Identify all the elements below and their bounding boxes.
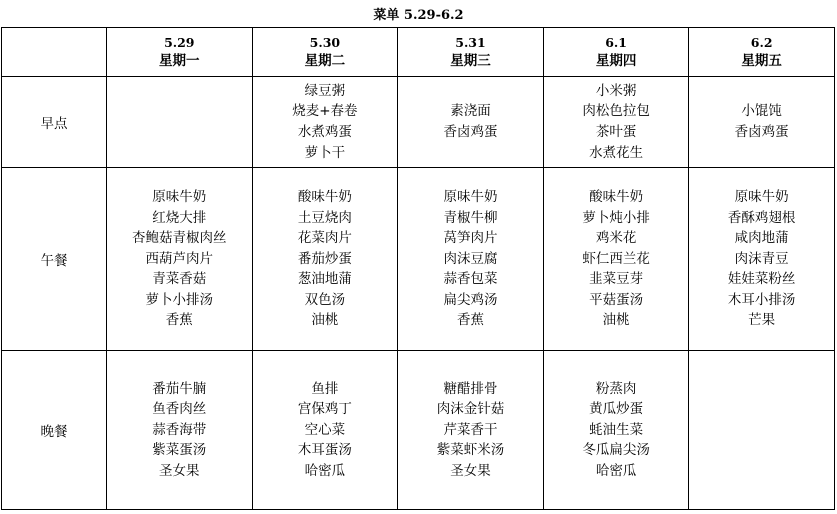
dish-cell <box>543 168 689 351</box>
dish-item: 茶叶蛋 <box>595 124 637 140</box>
day-weekday: 星期一 <box>159 52 200 69</box>
dish-item: 肉沫青豆 <box>734 250 789 267</box>
meal-label: 早点 <box>2 77 107 168</box>
day-weekday: 星期五 <box>741 52 782 69</box>
dish-item: 木耳小排汤 <box>727 291 796 308</box>
dish-item: 青椒牛柳 <box>443 209 498 226</box>
dish-cell <box>107 351 253 510</box>
dish-item: 萝卜干 <box>304 144 346 161</box>
dish-item: 蒜香包菜 <box>443 271 498 288</box>
dish-list <box>107 379 252 482</box>
dish-item: 虾仁西兰花 <box>582 250 650 267</box>
day-header-cell <box>689 28 835 77</box>
dish-item: 哈密瓜 <box>595 462 637 479</box>
dish-item: 娃娃菜粉丝 <box>727 271 796 288</box>
dish-list <box>398 101 543 142</box>
dish-item: 扁尖鸡汤 <box>443 291 498 308</box>
dish-item: 萝卜炖小排 <box>582 209 650 226</box>
dish-item: 紫菜蛋汤 <box>152 442 207 459</box>
dish-item: 香蕉 <box>165 312 193 329</box>
day-date: 5.31 <box>455 34 486 50</box>
dish-item: 哈密瓜 <box>304 462 346 479</box>
dish-item: 香卤鸡蛋 <box>443 124 498 140</box>
dish-item: 鸡米花 <box>595 230 637 247</box>
meal-row-dinner <box>2 351 835 510</box>
day-weekday: 星期二 <box>304 52 346 69</box>
dish-item: 番茄牛腩 <box>152 380 207 397</box>
dish-item: 咸肉地蒲 <box>734 230 789 247</box>
dish-cell <box>398 77 544 168</box>
dish-item: 杏鲍菇青椒肉丝 <box>132 230 227 247</box>
dish-item: 圣女果 <box>450 462 491 479</box>
dish-cell <box>689 77 835 168</box>
dish-item: 黄瓜炒蛋 <box>589 401 644 418</box>
dish-item: 原味牛奶 <box>734 188 789 205</box>
dish-item: 紫菜虾米汤 <box>436 442 505 459</box>
dish-item: 水煮鸡蛋 <box>297 124 352 140</box>
day-header-cell <box>252 28 398 77</box>
dish-cell <box>543 77 689 168</box>
dish-item: 水煮花生 <box>589 144 644 161</box>
day-date: 6.1 <box>605 34 627 50</box>
dish-list <box>544 187 689 331</box>
dish-item: 肉沫金针菇 <box>436 401 505 418</box>
dish-item: 双色汤 <box>304 291 346 308</box>
day-header-cell <box>543 28 689 77</box>
meal-row-breakfast <box>2 77 835 168</box>
day-header-cell <box>398 28 544 77</box>
dish-item: 小馄饨 <box>741 103 782 120</box>
dish-cell <box>252 351 398 510</box>
dish-item: 烧麦+春卷 <box>292 103 358 120</box>
dish-list <box>253 81 398 163</box>
dish-item: 鱼香肉丝 <box>152 401 207 418</box>
dish-cell <box>398 168 544 351</box>
dish-cell <box>543 351 689 510</box>
dish-item: 冬瓜扁尖汤 <box>582 442 650 459</box>
dish-cell <box>252 168 398 351</box>
dish-item: 小米粥 <box>595 82 637 99</box>
dish-list <box>689 101 834 142</box>
dish-item: 圣女果 <box>159 462 200 479</box>
dish-list <box>398 379 543 482</box>
meal-label: 晚餐 <box>2 351 107 510</box>
day-weekday: 星期四 <box>595 52 637 69</box>
dish-item: 糖醋排骨 <box>443 380 498 397</box>
dish-item: 酸味牛奶 <box>297 188 352 205</box>
dish-item: 番茄炒蛋 <box>297 250 352 267</box>
corner-cell <box>2 28 107 77</box>
dish-item: 木耳蛋汤 <box>297 442 352 459</box>
dish-item: 韭菜豆芽 <box>589 271 644 288</box>
dish-item: 香酥鸡翅根 <box>727 209 796 226</box>
dish-list <box>689 187 834 331</box>
dish-list <box>544 81 689 163</box>
dish-cell <box>398 351 544 510</box>
dish-item: 油桃 <box>311 312 339 329</box>
dish-item: 肉松色拉包 <box>582 103 650 120</box>
dish-cell <box>107 77 253 168</box>
dish-item: 香卤鸡蛋 <box>734 124 789 140</box>
dish-item: 青菜香菇 <box>152 271 207 288</box>
dish-item: 原味牛奶 <box>443 188 498 205</box>
header-row <box>2 28 835 77</box>
dish-item: 粉蒸肉 <box>595 380 637 397</box>
dish-item: 香蕉 <box>456 312 484 329</box>
dish-item: 西葫芦肉片 <box>145 250 214 267</box>
day-date: 5.30 <box>309 34 341 50</box>
dish-item: 平菇蛋汤 <box>589 291 644 308</box>
dish-item: 原味牛奶 <box>152 188 207 205</box>
dish-item: 肉沫豆腐 <box>443 250 498 267</box>
dish-cell <box>689 168 835 351</box>
dish-item: 萝卜小排汤 <box>145 291 214 308</box>
dish-cell <box>107 168 253 351</box>
dish-list <box>253 187 398 331</box>
dish-item: 油桃 <box>602 312 630 329</box>
dish-item: 空心菜 <box>304 421 346 438</box>
dish-cell <box>252 77 398 168</box>
menu-table <box>1 27 835 510</box>
dish-cell <box>689 351 835 510</box>
dish-item: 花菜肉片 <box>297 230 352 247</box>
dish-item: 莴笋肉片 <box>443 230 498 247</box>
dish-list <box>253 379 398 482</box>
menu-title: 菜单 5.29-6.2 <box>373 8 464 23</box>
dish-list <box>107 187 252 331</box>
meal-label: 午餐 <box>2 168 107 351</box>
dish-item: 葱油地蒲 <box>297 271 352 288</box>
day-weekday: 星期三 <box>450 52 491 69</box>
dish-item: 绿豆粥 <box>304 82 346 99</box>
dish-item: 红烧大排 <box>152 209 207 226</box>
meal-row-lunch <box>2 168 835 351</box>
dish-item: 蚝油生菜 <box>589 421 644 438</box>
day-date: 6.2 <box>750 34 773 50</box>
dish-item: 芹菜香干 <box>443 421 498 438</box>
dish-item: 土豆烧肉 <box>297 209 352 226</box>
dish-item: 鱼排 <box>311 380 339 397</box>
dish-item: 蒜香海带 <box>152 421 207 438</box>
dish-item: 芒果 <box>748 312 776 329</box>
dish-item: 素浇面 <box>450 103 491 120</box>
dish-list <box>398 187 543 331</box>
dish-list <box>544 379 689 482</box>
day-date: 5.29 <box>164 34 195 50</box>
dish-item: 宫保鸡丁 <box>297 401 352 418</box>
day-header-cell <box>107 28 253 77</box>
dish-item: 酸味牛奶 <box>589 188 644 205</box>
